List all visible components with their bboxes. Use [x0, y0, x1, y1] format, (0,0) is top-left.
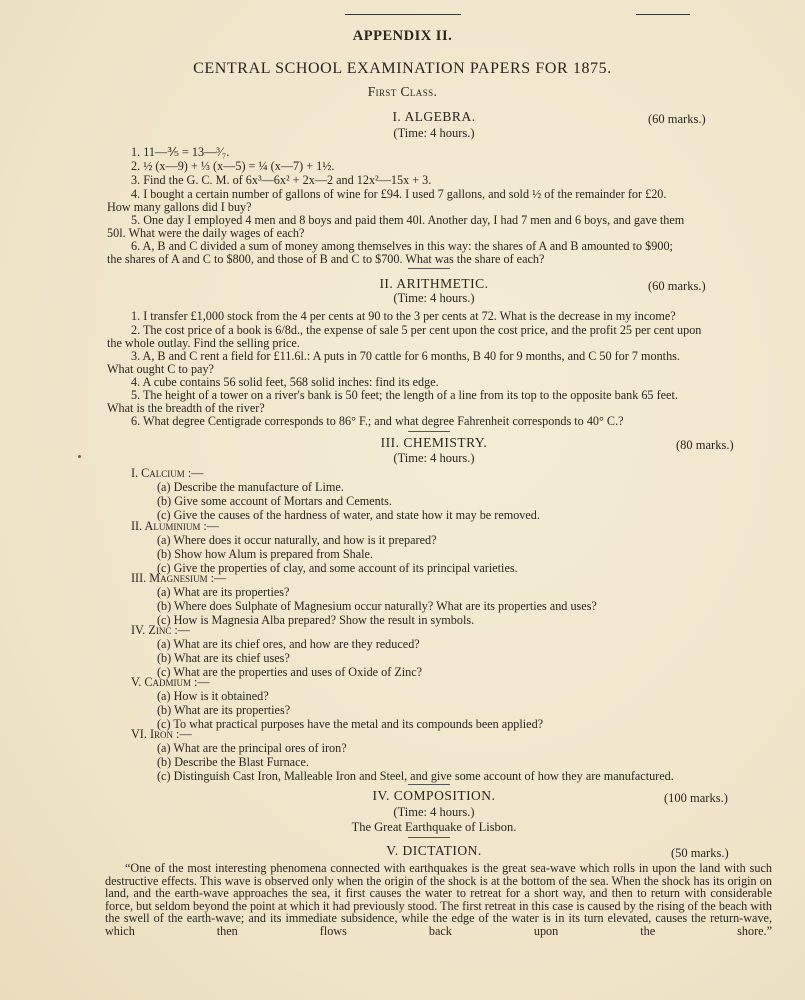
- chem-iron-a: (a) What are the principal ores of iron?: [157, 741, 347, 755]
- arithmetic-title: II. ARITHMETIC.: [379, 276, 489, 291]
- arithmetic-time: (Time: 4 hours.): [393, 291, 475, 305]
- algebra-q4-line2: How many gallons did I buy?: [107, 200, 252, 214]
- appendix-heading: APPENDIX II.: [352, 28, 453, 44]
- chemistry-time: (Time: 4 hours.): [393, 451, 475, 465]
- chem-aluminium-c: (c) Give the properties of clay, and some account of its principal varieties.: [157, 561, 518, 575]
- algebra-q4-line1: 4. I bought a certain number of gallons of wine for £94. I used 7 gallons, and sold ½ of the remainder for £20.: [131, 187, 667, 201]
- chem-zinc-c: (c) What are the properties and uses of Oxide of Zinc?: [157, 665, 423, 679]
- chem-aluminium-a: (a) Where does it occur naturally, and how is it prepared?: [157, 533, 437, 547]
- algebra-q5-line1: 5. One day I employed 4 men and 8 boys and paid them 40l. Another day, I had 7 men and 6 boys, and gave them: [131, 213, 685, 227]
- section-divider: [408, 784, 450, 785]
- chem-section-aluminium: II. Aluminium :—: [131, 519, 219, 533]
- arithmetic-q3-line2: What ought C to pay?: [107, 362, 214, 376]
- section-divider: [408, 837, 450, 838]
- algebra-q1: 1. 11—⅗ = 13—³⁄₇.: [131, 145, 230, 159]
- chem-zinc-a: (a) What are its chief ores, and how are they reduced?: [157, 637, 420, 651]
- algebra-q2: 2. ½ (x—9) + ⅓ (x—5) = ¼ (x—7) + 1½.: [131, 159, 335, 173]
- arithmetic-q6: 6. What degree Centigrade corresponds to 86° F.; and what degree Fahrenheit corresponds to 40° C.?: [131, 414, 624, 428]
- chem-cadmium-b: (b) What are its properties?: [157, 703, 291, 717]
- arithmetic-q5-line2: What is the breadth of the river?: [107, 401, 265, 415]
- chem-calcium-a: (a) Describe the manufacture of Lime.: [157, 480, 344, 494]
- chem-iron-c: (c) Distinguish Cast Iron, Malleable Iron and Steel, and give some account of how they are manufactured.: [157, 769, 674, 783]
- composition-title: IV. COMPOSITION.: [372, 788, 496, 803]
- top-rule-right: [636, 14, 690, 15]
- chem-calcium-b: (b) Give some account of Mortars and Cements.: [157, 494, 392, 508]
- dictation-title: V. DICTATION.: [386, 843, 482, 858]
- page-subtitle: First Class.: [367, 84, 438, 99]
- chem-cadmium-a: (a) How is it obtained?: [157, 689, 269, 703]
- chem-iron-b: (b) Describe the Blast Furnace.: [157, 755, 309, 769]
- chem-section-cadmium: V. Cadmium :—: [131, 675, 210, 689]
- chem-section-iron: VI. Iron :—: [131, 727, 192, 741]
- composition-marks: (100 marks.): [664, 791, 728, 805]
- algebra-q6-line1: 6. A, B and C divided a sum of money among themselves in this way: the shares of A and B amounted to $900;: [131, 239, 673, 253]
- composition-time: (Time: 4 hours.): [393, 805, 475, 819]
- arithmetic-marks: (60 marks.): [648, 279, 706, 293]
- algebra-marks: (60 marks.): [648, 112, 706, 126]
- chem-magnesium-b: (b) Where does Sulphate of Magnesium occur naturally? What are its properties and uses?: [157, 599, 597, 613]
- section-divider: [408, 268, 450, 269]
- algebra-q3: 3. Find the G. C. M. of 6x³—6x² + 2x—2 and 12x²—15x + 3.: [131, 173, 432, 187]
- chem-magnesium-c: (c) How is Magnesia Alba prepared? Show the result in symbols.: [157, 613, 475, 627]
- algebra-q6-line2: the shares of A and C to $800, and those of B and C to $700. What was the share of each?: [107, 252, 545, 266]
- chem-section-magnesium: III. Magnesium :—: [131, 571, 227, 585]
- arithmetic-q2-line2: the whole outlay. Find the selling price.: [107, 336, 300, 350]
- chem-magnesium-a: (a) What are its properties?: [157, 585, 290, 599]
- chem-calcium-c: (c) Give the causes of the hardness of water, and state how it may be removed.: [157, 508, 540, 522]
- algebra-q5-line2: 50l. What were the daily wages of each?: [107, 226, 305, 240]
- arithmetic-q2-line1: 2. The cost price of a book is 6/8d., the expense of sale 5 per cent upon the cost price, and the profit 25 per cent upon: [131, 323, 702, 337]
- page-title: CENTRAL SCHOOL EXAMINATION PAPERS FOR 1875.: [193, 60, 612, 77]
- paper-speck: [78, 455, 81, 458]
- algebra-title: I. ALGEBRA.: [392, 109, 476, 124]
- dictation-passage: “One of the most interesting phenomena connected with earthquakes is the great sea-wave which rolls in upon the land with such destructive effects. This wave is observed only when the origin of the shock is at the bottom of the sea. When the shock has its origin on land, and the earth-wave approaches the sea, it first causes the water to retreat for a short way, and then to return with considerable force, but seldom beyond the point at which it had previously stood. The first retreat in this case is caused by the rising of the beach with the swell of the earth-wave; and its immediate subsidence, while the edge of the water is in its turn elevated, causes the return-wave, which then flows back upon the shore.”: [105, 861, 772, 938]
- arithmetic-q5-line1: 5. The height of a tower on a river's bank is 50 feet; the length of a line from its top to the opposite bank 65 feet.: [131, 388, 678, 402]
- arithmetic-q3-line1: 3. A, B and C rent a field for £11.6l.: A puts in 70 cattle for 6 months, B 40 for 9 months, and C 50 for 7 months.: [131, 349, 680, 363]
- chem-zinc-b: (b) What are its chief uses?: [157, 651, 290, 665]
- arithmetic-q1: 1. I transfer £1,000 stock from the 4 per cents at 90 to the 3 per cents at 72. What is the decrease in my income?: [131, 309, 676, 323]
- chem-section-zinc: IV. Zinc :—: [131, 623, 190, 637]
- chemistry-marks: (80 marks.): [676, 438, 734, 452]
- chem-cadmium-c: (c) To what practical purposes have the metal and its compounds been applied?: [157, 717, 544, 731]
- arithmetic-q4: 4. A cube contains 56 solid feet, 568 solid inches: find its edge.: [131, 375, 439, 389]
- composition-topic: The Great Earthquake of Lisbon.: [351, 820, 517, 834]
- chem-aluminium-b: (b) Show how Alum is prepared from Shale.: [157, 547, 373, 561]
- section-divider: [408, 431, 450, 432]
- algebra-time: (Time: 4 hours.): [393, 126, 475, 140]
- chemistry-title: III. CHEMISTRY.: [380, 435, 488, 450]
- dictation-marks: (50 marks.): [671, 846, 729, 860]
- top-rule-left: [345, 14, 461, 15]
- chem-section-calcium: I. Calcium :—: [131, 466, 204, 480]
